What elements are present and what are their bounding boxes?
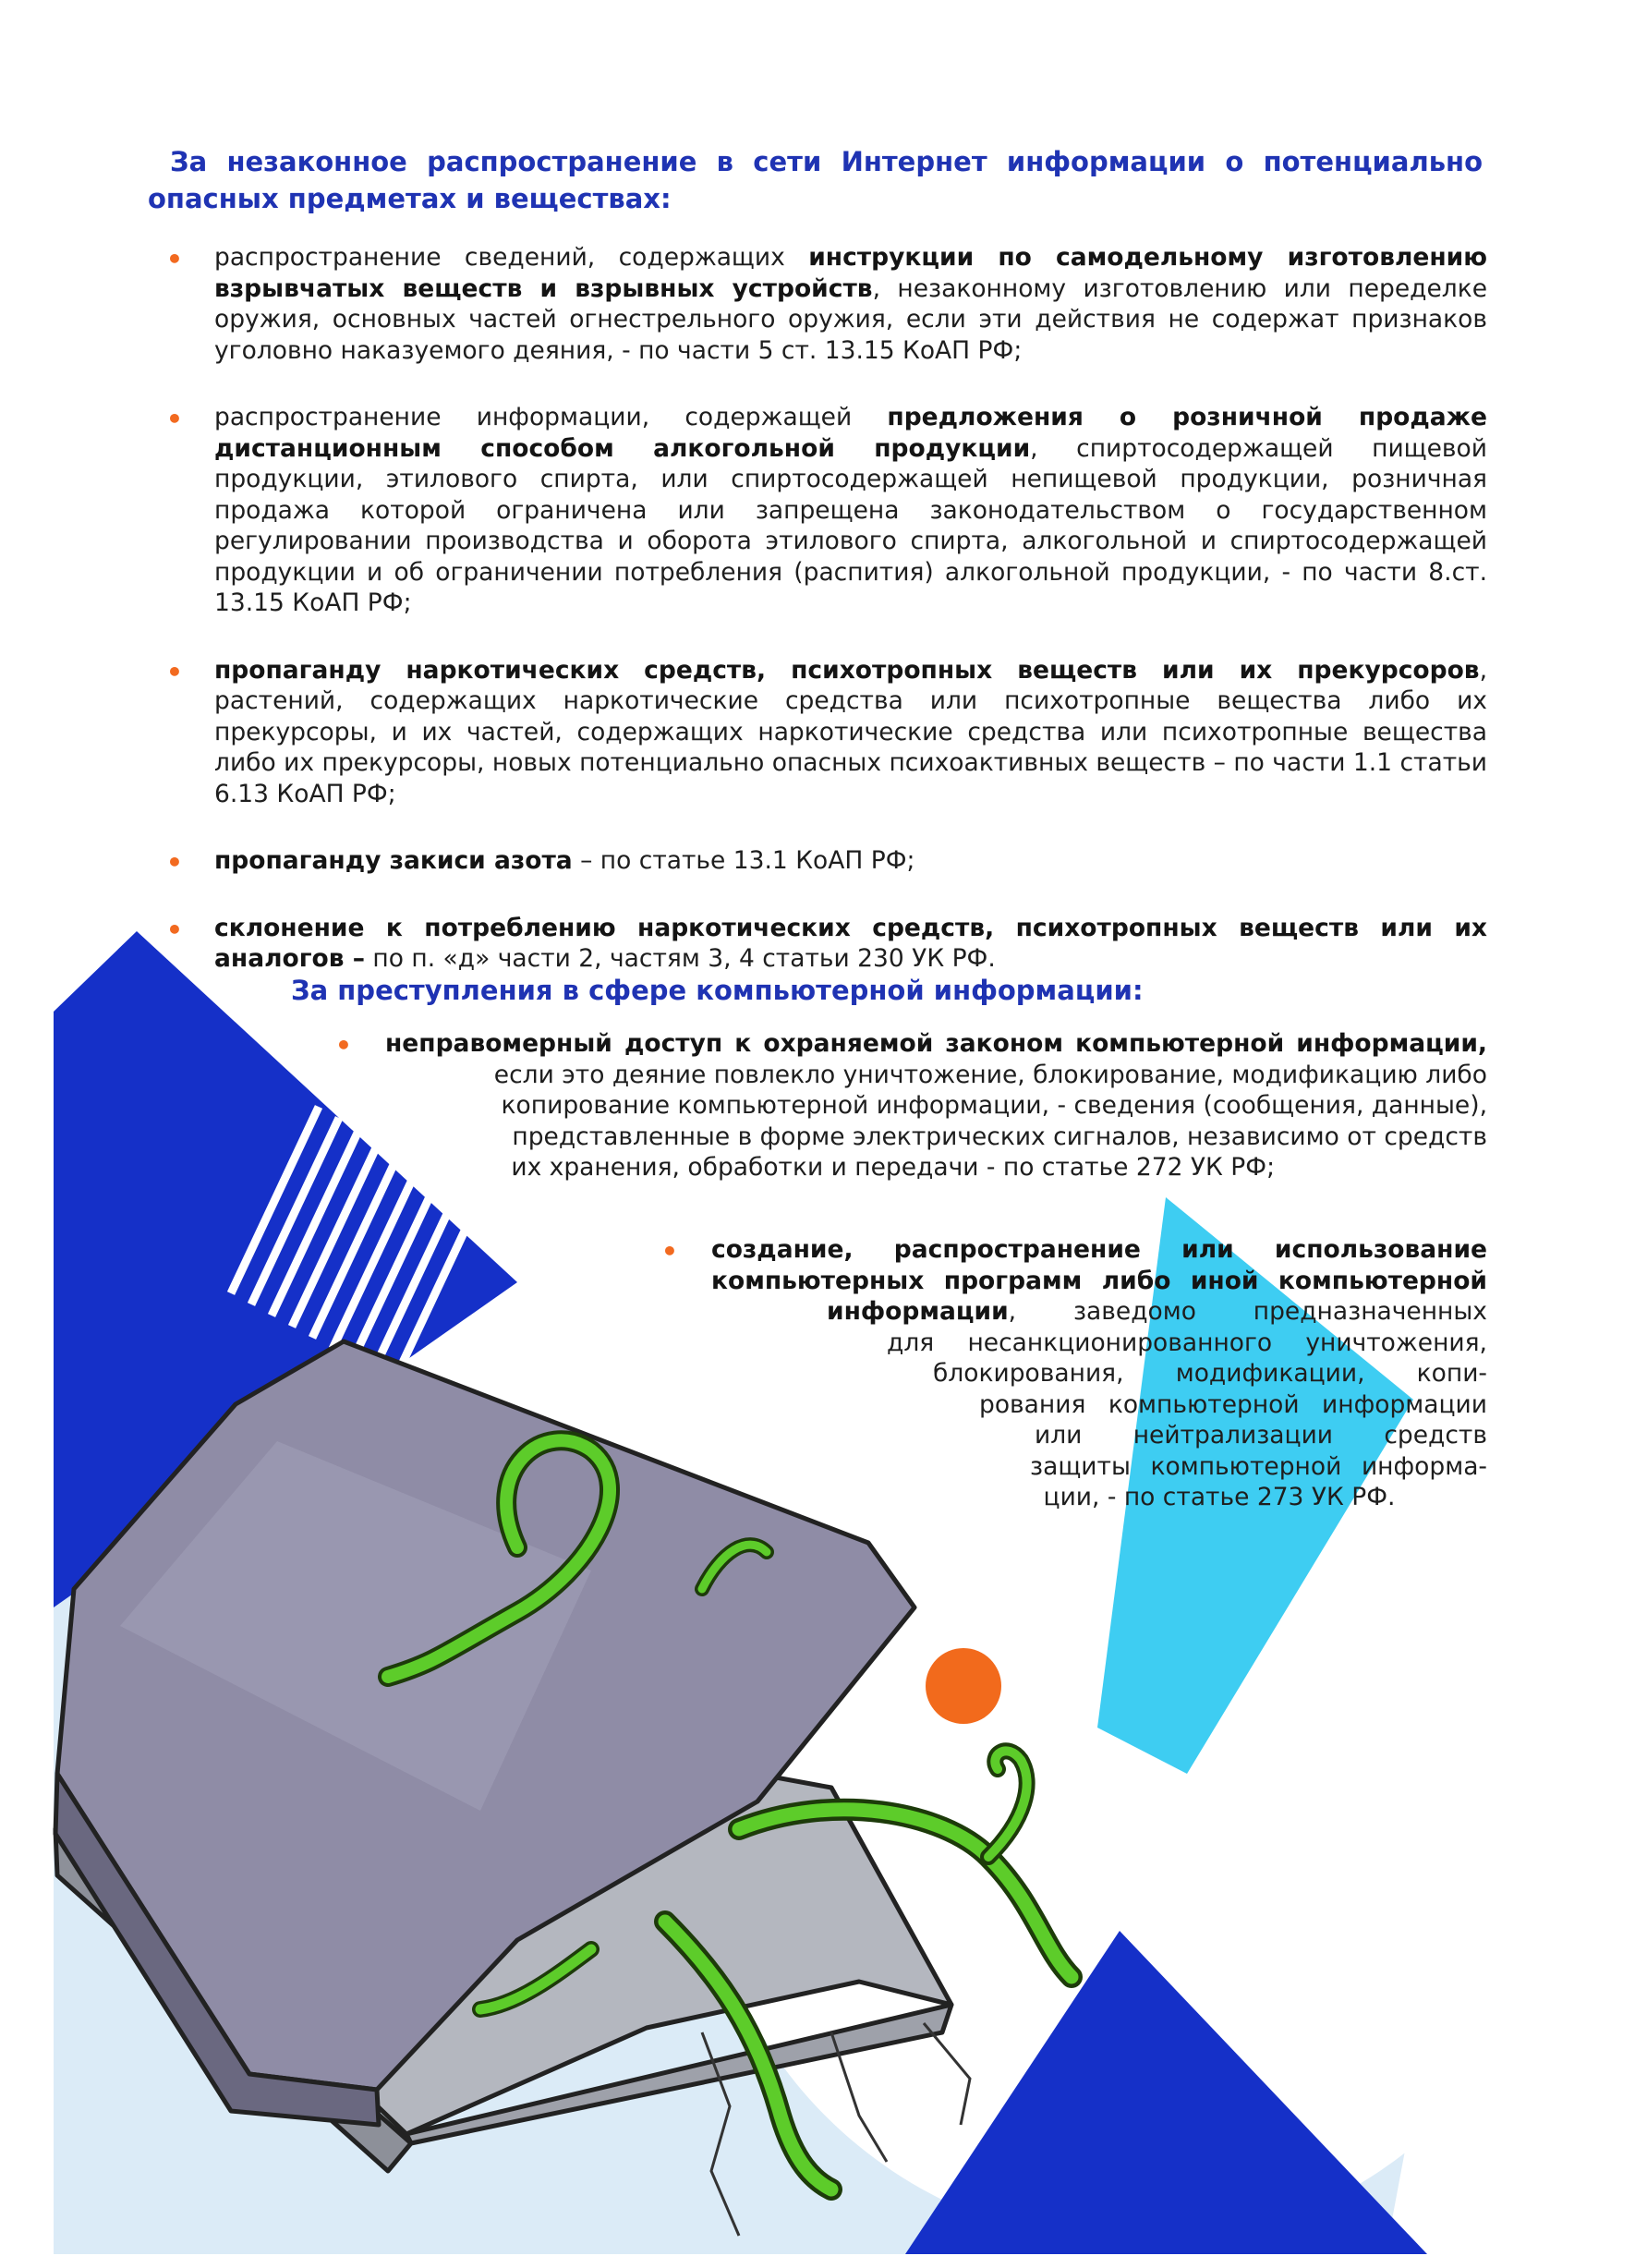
bullet-icon: • (166, 914, 183, 945)
list-item: • распространение сведений, содержащих инструкции по самодельному изготовлению взрывчатых веществ и взрывных устройств, незаконному изготовлению или переделке оружия, основных частей огнестрельного оружия, если эти действия не содержат признаков уголовно наказуемого деяния, - по части 5 ст. 13.15 КоАП РФ; (166, 243, 1487, 365)
bullet-icon: • (166, 404, 183, 434)
bullet-icon: • (335, 1030, 352, 1061)
bullet-icon: • (166, 656, 183, 687)
section2-item-272: • неправомерный доступ к охраняемой законом компьютерной информации, если это деяние повлекло уничтожение, блокирование, модификацию либо копирование компьютерной информации, - сведения (сообщения, данные), представленные в форме электрических сигналов, независимо от средств их хранения, обработки и передачи - по статье 272 УК РФ; (335, 1029, 1487, 1182)
list-item: • пропаганду наркотических средств, психотропных веществ или их прекурсоров, растений, содержащих наркотические средства или психотропные вещества либо их прекурсоры, и их частей, содержащих наркотические средства или психотропные вещества либо их прекурсоры, новых потенциально опасных психоактивных веществ – по части 1.1 статьи 6.13 КоАП РФ; (166, 655, 1487, 808)
list-item: • склонение к потреблению наркотических средств, психотропных веществ или их аналогов – по п. «д» части 2, частям 3, 4 статьи 230 УК РФ. (166, 913, 1487, 973)
list-item: • распространение информации, содержащей предложения о розничной продаже дистанционным способом алкогольной продукции, спиртосодержащей пищевой продукции, этилового спирта, или спиртосодержащей непищевой продукции, розничная продажа которой ограничена или запрещена законодательством о государственном регулировании производства и оборота этилового спирта, алкогольной и спиртосодержащей продукции и об ограничении потребления (распития) алкогольной продукции, - по части 8.ст. 13.15 КоАП РФ; (166, 403, 1487, 617)
section1-list (166, 242, 1487, 1011)
list-item: • пропаганду закиси азота – по статье 13.1 КоАП РФ; (166, 846, 915, 878)
bullet-icon: • (166, 244, 183, 274)
bullet-icon: • (661, 1236, 678, 1267)
section1-heading: За незаконное распространение в сети Интернет информации о потенциально опасных предметах и веществах: (148, 146, 1483, 214)
bullet-icon: • (166, 847, 183, 878)
section2-item-273: • создание, распространение или использование компьютерных программ либо иной компьютерной информации, заведомо предназначенных для несанкционированного уничтожения, блокирования, модификации, копи- рования компьютерной информации или нейтрализации средств защиты компьютерной информа- ции, - по статье 273 УК РФ. (661, 1235, 1487, 1511)
section2-heading: За преступления в сфере компьютерной информации: (291, 975, 1144, 1006)
orange-dot (926, 1648, 1001, 1724)
